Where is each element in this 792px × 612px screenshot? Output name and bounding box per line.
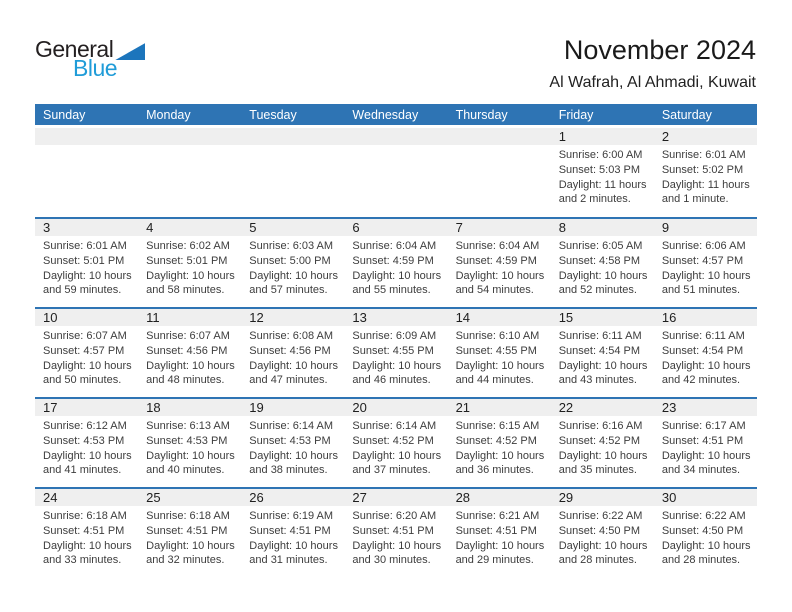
sunset-text: Sunset: 4:55 PM (352, 344, 434, 357)
weekday-header-saturday: Saturday (661, 107, 712, 122)
sunrise-text: Sunrise: 6:01 AM (43, 240, 127, 252)
day-info (35, 506, 138, 568)
day-cell-empty (344, 128, 447, 217)
daylight-text: and 46 minutes. (352, 374, 431, 387)
day-cell-17 (35, 399, 138, 487)
sunset-text: Sunset: 4:58 PM (558, 254, 641, 267)
daylight-text: Daylight: 10 hours (661, 269, 751, 282)
daylight-text: and 34 minutes. (661, 464, 741, 477)
calendar (35, 104, 757, 577)
sunrise-text: Sunrise: 6:08 AM (249, 330, 334, 342)
week-row-1 (35, 128, 757, 217)
day-number (344, 128, 447, 145)
weekday-header-friday: Friday (558, 107, 594, 122)
day-cell-empty (35, 128, 138, 217)
day-cell-30 (654, 489, 757, 577)
day-info (241, 506, 344, 568)
daylight-text: Daylight: 11 hours (558, 178, 647, 191)
weekday-header-sunday: Sunday (43, 107, 86, 122)
day-info (35, 416, 138, 478)
daylight-text: and 50 minutes. (43, 374, 122, 387)
day-cell-empty (241, 128, 344, 217)
daylight-text: and 31 minutes. (249, 554, 328, 567)
day-info (551, 326, 654, 388)
sunrise-text: Sunrise: 6:13 AM (146, 420, 230, 432)
sunrise-text: Sunrise: 6:02 AM (146, 240, 230, 252)
day-info (654, 506, 757, 568)
day-info (138, 416, 241, 478)
day-number: 8 (551, 219, 654, 236)
sunset-text: Sunset: 4:51 PM (43, 524, 125, 537)
day-info (551, 416, 654, 478)
day-cell-empty (138, 128, 241, 217)
day-cell-10 (35, 309, 138, 397)
sunset-text: Sunset: 4:50 PM (558, 524, 641, 537)
logo-text-blue: Blue (73, 55, 118, 81)
day-number: 21 (448, 399, 551, 416)
daylight-text: and 55 minutes. (352, 284, 431, 297)
day-cell-15 (551, 309, 654, 397)
day-number: 9 (654, 219, 757, 236)
sunrise-text: Sunrise: 6:15 AM (455, 420, 540, 432)
daylight-text: and 44 minutes. (455, 374, 534, 387)
sunrise-text: Sunrise: 6:04 AM (352, 240, 437, 252)
day-cell-29 (551, 489, 654, 577)
week-row-3 (35, 307, 757, 397)
sunset-text: Sunset: 5:01 PM (146, 254, 228, 267)
day-cell-12 (241, 309, 344, 397)
day-info (448, 506, 551, 568)
day-cell-3 (35, 219, 138, 307)
day-info (241, 326, 344, 388)
daylight-text: and 32 minutes. (146, 554, 225, 567)
daylight-text: Daylight: 10 hours (558, 359, 648, 372)
daylight-text: and 40 minutes. (146, 464, 225, 477)
daylight-text: Daylight: 10 hours (249, 359, 338, 372)
day-cell-21 (448, 399, 551, 487)
daylight-text: Daylight: 10 hours (43, 269, 132, 282)
daylight-text: Daylight: 10 hours (352, 359, 442, 372)
daylight-text: and 2 minutes. (558, 193, 631, 206)
sunset-text: Sunset: 5:02 PM (661, 163, 744, 176)
day-number: 6 (344, 219, 447, 236)
daylight-text: and 43 minutes. (558, 374, 637, 387)
day-cell-16 (654, 309, 757, 397)
day-cell-9 (654, 219, 757, 307)
sunset-text: Sunset: 5:03 PM (558, 163, 641, 176)
sunrise-text: Sunrise: 6:11 AM (661, 330, 745, 342)
daylight-text: and 35 minutes. (558, 464, 637, 477)
daylight-text: and 59 minutes. (43, 284, 122, 297)
sunset-text: Sunset: 4:53 PM (43, 434, 125, 447)
sunrise-text: Sunrise: 6:16 AM (558, 420, 643, 432)
daylight-text: and 38 minutes. (249, 464, 328, 477)
sunrise-text: Sunrise: 6:18 AM (43, 510, 127, 522)
day-cell-11 (138, 309, 241, 397)
sunset-text: Sunset: 5:01 PM (43, 254, 125, 267)
day-info (551, 145, 654, 207)
daylight-text: Daylight: 10 hours (558, 449, 648, 462)
sunset-text: Sunset: 4:57 PM (661, 254, 744, 267)
sunset-text: Sunset: 4:51 PM (146, 524, 228, 537)
sunrise-text: Sunrise: 6:22 AM (558, 510, 643, 522)
daylight-text: and 51 minutes. (661, 284, 741, 297)
calendar-grid (35, 128, 757, 577)
daylight-text: and 57 minutes. (249, 284, 328, 297)
day-info (448, 236, 551, 298)
sunrise-text: Sunrise: 6:00 AM (558, 149, 643, 161)
sunrise-text: Sunrise: 6:12 AM (43, 420, 127, 432)
day-cell-8 (551, 219, 654, 307)
day-info (35, 236, 138, 298)
day-number: 5 (241, 219, 344, 236)
daylight-text: Daylight: 10 hours (249, 539, 338, 552)
daylight-text: Daylight: 10 hours (146, 359, 235, 372)
day-number: 30 (654, 489, 757, 506)
week-row-2 (35, 217, 757, 307)
sunset-text: Sunset: 4:52 PM (455, 434, 537, 447)
sunrise-text: Sunrise: 6:20 AM (352, 510, 437, 522)
day-cell-7 (448, 219, 551, 307)
sunrise-text: Sunrise: 6:07 AM (146, 330, 230, 342)
day-info (654, 145, 757, 207)
day-info (344, 416, 447, 478)
sunrise-text: Sunrise: 6:14 AM (249, 420, 334, 432)
day-cell-26 (241, 489, 344, 577)
day-info (448, 416, 551, 478)
sunrise-text: Sunrise: 6:07 AM (43, 330, 127, 342)
daylight-text: and 58 minutes. (146, 284, 225, 297)
sunset-text: Sunset: 4:51 PM (661, 434, 744, 447)
sunrise-text: Sunrise: 6:11 AM (558, 330, 642, 342)
sunset-text: Sunset: 4:54 PM (661, 344, 744, 357)
day-number: 22 (551, 399, 654, 416)
daylight-text: Daylight: 10 hours (455, 539, 545, 552)
week-row-5 (35, 487, 757, 577)
day-cell-1 (551, 128, 654, 217)
day-info (344, 236, 447, 298)
daylight-text: Daylight: 10 hours (455, 359, 545, 372)
sunrise-text: Sunrise: 6:19 AM (249, 510, 334, 522)
daylight-text: Daylight: 10 hours (661, 539, 751, 552)
daylight-text: Daylight: 10 hours (146, 269, 235, 282)
day-cell-18 (138, 399, 241, 487)
logo-text-general: General (35, 36, 114, 62)
sunset-text: Sunset: 4:57 PM (43, 344, 125, 357)
daylight-text: Daylight: 10 hours (661, 449, 751, 462)
day-number: 16 (654, 309, 757, 326)
sunrise-text: Sunrise: 6:09 AM (352, 330, 437, 342)
day-info (241, 236, 344, 298)
sunrise-text: Sunrise: 6:03 AM (249, 240, 334, 252)
weekday-header-thursday: Thursday (455, 107, 508, 122)
daylight-text: Daylight: 10 hours (455, 269, 545, 282)
day-info (551, 506, 654, 568)
day-info (138, 506, 241, 568)
day-number (448, 128, 551, 145)
daylight-text: Daylight: 10 hours (661, 359, 751, 372)
sunset-text: Sunset: 5:00 PM (249, 254, 331, 267)
day-cell-25 (138, 489, 241, 577)
day-info (654, 416, 757, 478)
daylight-text: and 29 minutes. (455, 554, 534, 567)
day-number: 19 (241, 399, 344, 416)
daylight-text: and 54 minutes. (455, 284, 534, 297)
day-info (138, 326, 241, 388)
day-number: 28 (448, 489, 551, 506)
daylight-text: Daylight: 10 hours (43, 359, 132, 372)
day-number: 27 (344, 489, 447, 506)
daylight-text: and 42 minutes. (661, 374, 741, 387)
day-number: 18 (138, 399, 241, 416)
day-number: 11 (138, 309, 241, 326)
day-cell-27 (344, 489, 447, 577)
sunset-text: Sunset: 4:56 PM (249, 344, 331, 357)
daylight-text: Daylight: 10 hours (352, 449, 442, 462)
sunset-text: Sunset: 4:52 PM (352, 434, 434, 447)
day-cell-14 (448, 309, 551, 397)
weekday-header-monday: Monday (146, 107, 191, 122)
daylight-text: Daylight: 10 hours (352, 539, 442, 552)
day-cell-20 (344, 399, 447, 487)
page-subtitle: Al Wafrah, Al Ahmadi, Kuwait (549, 74, 756, 91)
daylight-text: and 41 minutes. (43, 464, 122, 477)
daylight-text: and 33 minutes. (43, 554, 122, 567)
daylight-text: Daylight: 10 hours (352, 269, 442, 282)
sunset-text: Sunset: 4:59 PM (455, 254, 537, 267)
sunrise-text: Sunrise: 6:21 AM (455, 510, 540, 522)
daylight-text: and 47 minutes. (249, 374, 328, 387)
sunset-text: Sunset: 4:54 PM (558, 344, 641, 357)
day-number: 23 (654, 399, 757, 416)
weekday-header-row (35, 104, 757, 125)
day-cell-4 (138, 219, 241, 307)
day-cell-24 (35, 489, 138, 577)
day-number: 2 (654, 128, 757, 145)
daylight-text: Daylight: 10 hours (146, 539, 235, 552)
daylight-text: and 1 minute. (661, 193, 729, 206)
day-number: 4 (138, 219, 241, 236)
title-block (549, 34, 756, 92)
day-info (654, 236, 757, 298)
day-number: 7 (448, 219, 551, 236)
day-cell-6 (344, 219, 447, 307)
day-info (448, 326, 551, 388)
sunrise-text: Sunrise: 6:05 AM (558, 240, 643, 252)
day-number: 13 (344, 309, 447, 326)
sunset-text: Sunset: 4:51 PM (352, 524, 434, 537)
daylight-text: and 28 minutes. (661, 554, 741, 567)
day-cell-23 (654, 399, 757, 487)
sunset-text: Sunset: 4:51 PM (455, 524, 537, 537)
week-row-4 (35, 397, 757, 487)
sunrise-text: Sunrise: 6:10 AM (455, 330, 540, 342)
day-info (551, 236, 654, 298)
day-info (654, 326, 757, 388)
daylight-text: and 36 minutes. (455, 464, 534, 477)
day-cell-19 (241, 399, 344, 487)
sunrise-text: Sunrise: 6:22 AM (661, 510, 746, 522)
day-number (138, 128, 241, 145)
daylight-text: Daylight: 10 hours (558, 269, 648, 282)
daylight-text: Daylight: 10 hours (455, 449, 545, 462)
day-cell-13 (344, 309, 447, 397)
page-title: November 2024 (563, 35, 756, 65)
sunrise-text: Sunrise: 6:04 AM (455, 240, 540, 252)
day-cell-empty (448, 128, 551, 217)
daylight-text: and 37 minutes. (352, 464, 431, 477)
sunset-text: Sunset: 4:50 PM (661, 524, 744, 537)
day-cell-5 (241, 219, 344, 307)
day-cell-28 (448, 489, 551, 577)
sunset-text: Sunset: 4:56 PM (146, 344, 228, 357)
daylight-text: Daylight: 10 hours (43, 539, 132, 552)
day-number (35, 128, 138, 145)
daylight-text: and 48 minutes. (146, 374, 225, 387)
day-info (138, 236, 241, 298)
day-number: 15 (551, 309, 654, 326)
day-number: 17 (35, 399, 138, 416)
sunset-text: Sunset: 4:51 PM (249, 524, 331, 537)
day-number: 25 (138, 489, 241, 506)
day-info (35, 326, 138, 388)
day-number: 24 (35, 489, 138, 506)
day-cell-22 (551, 399, 654, 487)
sunset-text: Sunset: 4:53 PM (249, 434, 331, 447)
day-number: 29 (551, 489, 654, 506)
daylight-text: Daylight: 11 hours (661, 178, 750, 191)
daylight-text: Daylight: 10 hours (558, 539, 648, 552)
weekday-header-wednesday: Wednesday (352, 107, 419, 122)
day-cell-2 (654, 128, 757, 217)
logo-triangle-icon (115, 43, 145, 60)
day-number: 3 (35, 219, 138, 236)
daylight-text: Daylight: 10 hours (249, 269, 338, 282)
weekday-header-tuesday: Tuesday (249, 107, 297, 122)
daylight-text: and 28 minutes. (558, 554, 637, 567)
daylight-text: Daylight: 10 hours (43, 449, 132, 462)
day-number: 12 (241, 309, 344, 326)
sunset-text: Sunset: 4:55 PM (455, 344, 537, 357)
sunrise-text: Sunrise: 6:01 AM (661, 149, 746, 161)
sunset-text: Sunset: 4:59 PM (352, 254, 434, 267)
sunset-text: Sunset: 4:52 PM (558, 434, 641, 447)
daylight-text: Daylight: 10 hours (146, 449, 235, 462)
sunrise-text: Sunrise: 6:17 AM (661, 420, 746, 432)
daylight-text: and 30 minutes. (352, 554, 431, 567)
sunrise-text: Sunrise: 6:06 AM (661, 240, 746, 252)
day-number (241, 128, 344, 145)
day-info (344, 506, 447, 568)
sunrise-text: Sunrise: 6:14 AM (352, 420, 437, 432)
day-info (344, 326, 447, 388)
general-blue-logo (35, 38, 145, 80)
day-number: 26 (241, 489, 344, 506)
day-number: 10 (35, 309, 138, 326)
day-number: 14 (448, 309, 551, 326)
sunset-text: Sunset: 4:53 PM (146, 434, 228, 447)
day-number: 1 (551, 128, 654, 145)
day-info (241, 416, 344, 478)
daylight-text: Daylight: 10 hours (249, 449, 338, 462)
sunrise-text: Sunrise: 6:18 AM (146, 510, 230, 522)
day-number: 20 (344, 399, 447, 416)
daylight-text: and 52 minutes. (558, 284, 637, 297)
